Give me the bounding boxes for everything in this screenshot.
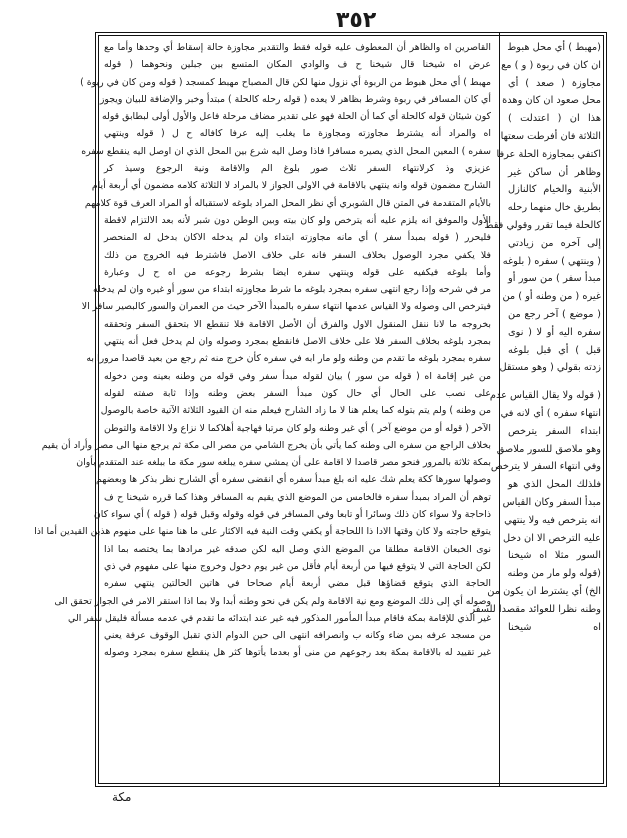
- page-frame: [34, 32, 607, 787]
- main-text-line: يتوقع حاجته ولا كان وقتها الادا ذا اللحاجة أو يكفي وقت النية فيه الاكثار على ما هنا منها على منهوم هذين القيدين أما اذا: [34, 526, 491, 538]
- main-text-line: بالأيام المتقدمة في المتن قال الشوبري أي نظر المحل المراد بلوغه لاستقباله أو المراد العرف قوة كلامهم: [84, 197, 491, 209]
- side-text-line: اكتفي بمجاوزة الحلة عرفا: [496, 148, 601, 160]
- main-text-line: أي كان المسافر في ربوة وشرط بظاهر لا يعده ( قوله رحله كالحلة ) مبتدأ وخبر والإضافة للبيان ويجوز: [99, 93, 491, 105]
- main-text-line: لكن الحاجة التي لا يتوقع فيها من أربعة أيام فأقل من غير يوم دخول وخروج منها على مفهوم في ذي: [104, 560, 491, 572]
- main-text-line: نوى الخبعان الاقامة مطلقا من الموضع الذي وصل اليه لكن صدقه غير مرادها بما يختصه بما اذا: [104, 543, 491, 555]
- main-text-column: [34, 33, 500, 786]
- main-text-line: سفره ) المعين المحل الذي يصيره مسافرا فاذا وصل اليه شرع بين المحل الذي ان اوصل اليه ينقطع سفره: [81, 145, 491, 157]
- main-text-line: مر في شرحه وإذا رجع انتهى سفره بمجرد بلوغه ما شرط مجاوزته ابتداء من سور أو غيره وان لم يدخله: [92, 284, 491, 296]
- main-text-line: وصولها سورها ككة يعلم شك عليه انه بلغ مبدأ سفره أي انقضى سفره أي الشارح نظر بذكر ها وبعضهم: [96, 474, 491, 486]
- main-text-line: فيترخص الى وصوله ولا القياس عدمها انتهاء سفره بالمبدأ الآخر حيث من العمران والسور كالبصير سافر الا: [81, 301, 491, 313]
- side-text-line: وظاهر أن ساكن غير: [508, 166, 601, 178]
- side-text-line: ( قوله ولا يقال القياس عدم: [489, 390, 601, 402]
- main-text-line: الحاجة الذي يتوقع قضاؤها قبل مضي أربعة أيام صحاحا في هاتين الحالتين ينتهي سفره: [104, 578, 491, 590]
- main-text-line: على نصب على الحال أي حال كون مبدأ السفر بعض وطنه وإذا ثابة صفته لقوله: [104, 387, 491, 399]
- side-text-line: وطنه نظرا للعوائد مقصدا للسفر: [470, 603, 601, 615]
- side-text-line: ( وينتهي ) سفره ( بلوغه: [502, 255, 601, 267]
- side-text-line: الثلاثة فان أفرطت سعتها: [500, 130, 601, 142]
- main-text-line: فليحرر ( قوله بمبدأ سفر ) أي مانه مجاوزته ابتداء وان لم يدخله الاكان بدخل له المنحصر: [104, 232, 491, 244]
- side-text-line: مبدأ سفر ) من سور أو: [508, 273, 601, 285]
- side-text-line: (مهبط ) أي محل هبوط: [507, 42, 601, 53]
- main-text-line: ذاحاجة ولا سواء كان ذلك وسائرا أو تابعا وفي المسافر في قوله وقوله وقبل قوله ( قوله ) أي سواء كان: [93, 509, 491, 521]
- main-text-line: وصوله أي إلى ذلك الموضع ومع نية الاقامة ولم يكن في نحو وطنه أبدا ولا بما اذا استقر الامر في الجوار تحقق الى: [54, 595, 491, 607]
- main-text-line: بمكة ثلاثة بالمرور فنحو مصر قاصدا لا اقامة على أن يمشي سفره يبلغه سور مكة ما ببلغه عند المتقدم بأوان: [76, 457, 491, 469]
- side-text-line: كالحلة فيما تقرر وقولي فقط: [484, 219, 601, 231]
- side-text-column: [470, 33, 606, 786]
- side-text-line: هذا ان ( اعتدلت ): [508, 113, 601, 125]
- main-text-line: عرض اه شيخنا قال شيخنا ح ف والوادي المكان المتسع بين جبلين ونحوهما ( قوله: [104, 59, 491, 71]
- main-text-line: اه والمراد أنه يشترط مجاوزته ومجاوزة ما يغلب إليه عرفا كافاله ح ل ( قوله وينتهي: [104, 128, 491, 140]
- side-text-line: مبدأ السفر وكان القياس: [502, 496, 601, 508]
- page-number: ٣٥٢: [336, 8, 377, 33]
- main-text-line: بخروجه ما لانا ننقل المنقول الاول والفرق أن الأصل الاقامة فلا تنقطع الا بتحقق السفر وتحققه: [104, 318, 491, 330]
- main-text-line: فلا يكفي مجرد الوصول بخلاف السفر فانه على خلاف الاصل فاشترط فيه الخروج من ذلك: [104, 249, 491, 261]
- catchword: مكة: [112, 790, 132, 804]
- side-text-line: (قوله ولو مار من وطنه: [507, 568, 601, 580]
- main-text-line: بخلاف الراجع من سفره الى وطنه كما يأتي بأن يخرج الشامي من مصر الى مكة ثم يرجع منها الى مصر وأراد أن يقيم: [41, 439, 491, 451]
- side-text-line: [508, 377, 601, 387]
- side-text-line: بطريق خال منهما رحله: [507, 202, 601, 214]
- side-text-line: محل صعود ان كان وهدة: [502, 95, 601, 107]
- main-text-line: من غير إقامة اه ( قوله من سور ) بيان لقوله مبدأ سفر وفي قوله من وطنه بعينه ومن دخوله: [104, 370, 491, 382]
- side-text-line: وفي انتهاء السفر لا يترخص: [490, 461, 601, 473]
- side-text-line: انه يترخص فيه ولا ينتهي: [504, 514, 601, 526]
- main-text-line: مهبط ) أي محل هبوط من الربوة أي نزول منها لكن قال المصباح مهبط كمسجد ( قوله ومن كان في ربوة ): [80, 76, 491, 88]
- side-text-line: وهو ملاصق للسور ملاصق: [496, 443, 601, 455]
- main-text-line: وأما بلوغه فيكفيه على قوله وينتهي سفره ايضا بشرط رجوعه من اه ح ل وعبارة: [104, 266, 491, 278]
- side-text-line: عليه الترخص الا ان دخل: [503, 532, 601, 544]
- main-text-line: توهم أن المراد بمبدأ سفره فالخامس من الموضع الذي يقيم به المسافر وهذا كما قرره شيخنا ح ف: [104, 491, 491, 503]
- main-text-line: سفره بمجرد بلوغه ما تقدم من وطنه ولو مار ابه في سفره كأن خرج منه ثم رجع من بعيد قاصدا مرورا به: [86, 353, 491, 365]
- side-text-line: الخ) أي يشترط ان يكون من: [487, 585, 601, 597]
- side-text-line: الأبنية والخيام كالنازل: [508, 184, 601, 196]
- side-text-line: غيره ( من وطنه أو ) من: [502, 291, 601, 303]
- main-text-line: الشارح مضمون قوله وانه ينتهي بالاقامة في الاولى الجواز لا بالمراد لا الثلاثة كلامه مضمون أي أربعة أيام: [91, 180, 491, 192]
- side-text-line: زدته بقولي ( وهو مستقل: [499, 362, 601, 374]
- side-text-line: اه شيخنا: [508, 621, 601, 633]
- side-text-line: ابتداء السفر يترخص: [508, 425, 601, 437]
- main-text-line: الآخر ( قوله أو من موضع آخر ) أي غير وطنه ولو كان مرتبا فهاجية أهلاكما لا نزاع ولا الاقامة والتوطن: [104, 422, 491, 434]
- side-text-line: ( موضع ) آخر رجع من: [508, 308, 601, 320]
- main-text-line: عزيزي وذ كرلانتهاء السفر ثلاث صور بلوغ الم والاقامة ونية الرجوع وسيذ كر: [104, 163, 491, 175]
- main-text-line: من مسجد عرفه بمن ضاء وكانه ب وانصرافه انتهى الى حين الدوام الذي تقبل الوقوف عرفة يعني: [104, 630, 491, 642]
- main-text-line: غير الذي للإقامة بمكة فاقام مبدأ المأمور المذكور فيه غير عند ابتدائه ما تقدم في عدمه مسألة فليقل سفر الي: [68, 612, 491, 624]
- side-text-line: سفره اليه أو لا ( نوى: [508, 326, 601, 338]
- side-text-line: ان كان في ربوة ( و ) مع: [501, 59, 601, 71]
- main-text-line: كون شيئان قوله كالحلة أي كما أن الحلة فهو على تقدير مضاف مرحلة فاعل والأول أولى لبطابق قوله: [101, 111, 491, 123]
- main-text-line: الأول والموفق انه يلزم عليه أنه يترخص ولو كان بيته وبين الوطن دون شبر لأنه بعد الالتزام لاقطة: [104, 214, 491, 226]
- main-text-line: القاصرين اه والظاهر أن المعطوف عليه قوله فقط والتقدير مجاوزة حالة إسقاط أي وحدها وأما مع: [104, 42, 491, 53]
- main-text-line: من وطنه ) ولم يتم بتوله كما يعلم هنا لا ما زاد الشارح فيعلم منه ان القيود الثلاثة الآتية خاصة بالوصول: [100, 405, 491, 417]
- side-text-line: إلى آخره من زيادتي: [508, 237, 601, 249]
- side-text-line: فلذلك المحل الذي هو: [508, 479, 601, 491]
- side-text-line: قبل ) أي قبل بلوغه: [508, 344, 601, 356]
- main-text-line: بمجرد بلوغه بخلاف السفر فلا على خلاف الاصل فانقطع بمجرد وصوله وان لم يدخل فعل أنه ينتهي: [104, 336, 491, 348]
- main-text-line: غير تقييد له بالاقامة بمكة بعد رجوعهم من منى أو بعدما يأتوها كثر هل ينقطع سفره بمجرد وصوله: [104, 647, 491, 659]
- side-text-line: مجاوزة ( صعد ) أي: [508, 77, 601, 89]
- side-text-line: السور مثلا اه شيخنا: [508, 550, 601, 562]
- side-text-line: انتهاء سفره ) أي لانه في: [500, 407, 601, 419]
